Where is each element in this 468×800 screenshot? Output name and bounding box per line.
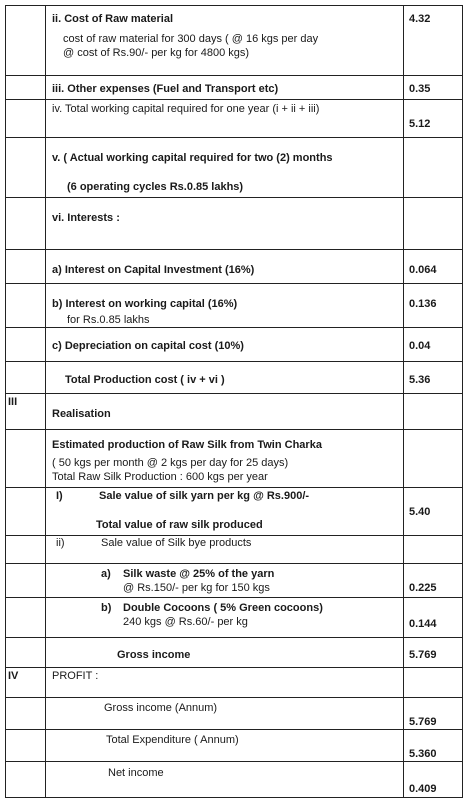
row-marker: I) — [56, 490, 63, 502]
table-row-interest-capital — [5, 249, 463, 283]
row-detail: 240 kgs @ Rs.60/- per kg — [123, 616, 248, 628]
row-detail: for Rs.0.85 lakhs — [67, 314, 150, 326]
table-row-profit — [5, 667, 463, 697]
table-row-interests — [5, 197, 463, 249]
row-label: PROFIT : — [52, 670, 99, 682]
row-detail: ( 50 kgs per month @ 2 kgs per day for 25 days) — [52, 457, 289, 469]
table-row-realisation — [5, 393, 463, 429]
table-column-divider — [403, 5, 404, 798]
table-row-interest-working-capital — [5, 283, 463, 327]
table-row-raw-material — [5, 5, 463, 75]
row-detail: @ cost of Rs.90/- per kg for 4800 kgs) — [63, 47, 250, 59]
row-label: v. ( Actual working capital required for two (2) months — [52, 152, 333, 164]
row-label: Sale value of silk yarn per kg @ Rs.900/- — [99, 490, 310, 502]
table-border-left — [5, 5, 6, 798]
table-border-right — [462, 5, 463, 798]
table-row-sale-value-yarn — [5, 487, 463, 535]
row-detail: Total value of raw silk produced — [96, 519, 263, 531]
row-value: 0.136 — [409, 298, 437, 310]
row-label: Sale value of Silk bye products — [101, 537, 252, 549]
table-row-double-cocoons — [5, 597, 463, 637]
section-number: IV — [8, 670, 19, 682]
row-value: 0.35 — [409, 83, 431, 95]
table-row-gross-income-annum — [5, 697, 463, 729]
row-label: Gross income — [117, 649, 191, 661]
row-marker: b) — [101, 602, 112, 614]
table-row-net-income — [5, 761, 463, 798]
table-row-estimated-production — [5, 429, 463, 487]
section-number: III — [8, 396, 18, 408]
row-detail: cost of raw material for 300 days ( @ 16 kgs per day — [63, 33, 319, 45]
table-column-divider — [45, 5, 46, 798]
row-marker: a) — [101, 568, 111, 580]
row-label: iii. Other expenses (Fuel and Transport etc) — [52, 83, 279, 95]
row-label: Double Cocoons ( 5% Green cocoons) — [123, 602, 323, 614]
row-value: 4.32 — [409, 13, 431, 25]
row-label: iv. Total working capital required for one year (i + ii + iii) — [52, 103, 320, 115]
table-row-silk-waste — [5, 563, 463, 597]
table-row-total-expenditure — [5, 729, 463, 761]
row-value: 0.064 — [409, 264, 437, 276]
row-label: Total Expenditure ( Annum) — [106, 734, 239, 746]
row-label: ii. Cost of Raw material — [52, 13, 174, 25]
row-value: 5.40 — [409, 506, 431, 518]
row-detail: Total Raw Silk Production : 600 kgs per year — [52, 471, 268, 483]
row-label: Total Production cost ( iv + vi ) — [65, 374, 225, 386]
row-label: c) Depreciation on capital cost (10%) — [52, 340, 244, 352]
row-label: a) Interest on Capital Investment (16%) — [52, 264, 255, 276]
row-value: 5.769 — [409, 649, 437, 661]
row-label: b) Interest on working capital (16%) — [52, 298, 238, 310]
row-label: Net income — [108, 767, 164, 779]
row-label: Silk waste @ 25% of the yarn — [123, 568, 275, 580]
cost-table — [5, 5, 463, 798]
row-detail: @ Rs.150/- per kg for 150 kgs — [123, 582, 270, 594]
table-row-total-production-cost — [5, 361, 463, 393]
row-value: 5.769 — [409, 716, 437, 728]
row-value: 0.144 — [409, 618, 437, 630]
row-value: 0.225 — [409, 582, 437, 594]
row-label: Gross income (Annum) — [104, 702, 218, 714]
table-row-actual-working-capital — [5, 137, 463, 197]
table-row-bye-products — [5, 535, 463, 563]
table-row-other-expenses — [5, 75, 463, 99]
row-label: vi. Interests : — [52, 212, 120, 224]
row-label: Estimated production of Raw Silk from Twin Charka — [52, 439, 322, 451]
row-label: Realisation — [52, 408, 111, 420]
row-detail: (6 operating cycles Rs.0.85 lakhs) — [67, 181, 244, 193]
row-value: 5.12 — [409, 118, 431, 130]
row-value: 5.36 — [409, 374, 431, 386]
row-marker: ii) — [56, 537, 65, 549]
table-row-total-working-capital — [5, 99, 463, 137]
table-row-depreciation — [5, 327, 463, 361]
row-value: 0.04 — [409, 340, 431, 352]
row-value: 5.360 — [409, 748, 437, 760]
row-value: 0.409 — [409, 783, 437, 795]
table-row-gross-income — [5, 637, 463, 667]
